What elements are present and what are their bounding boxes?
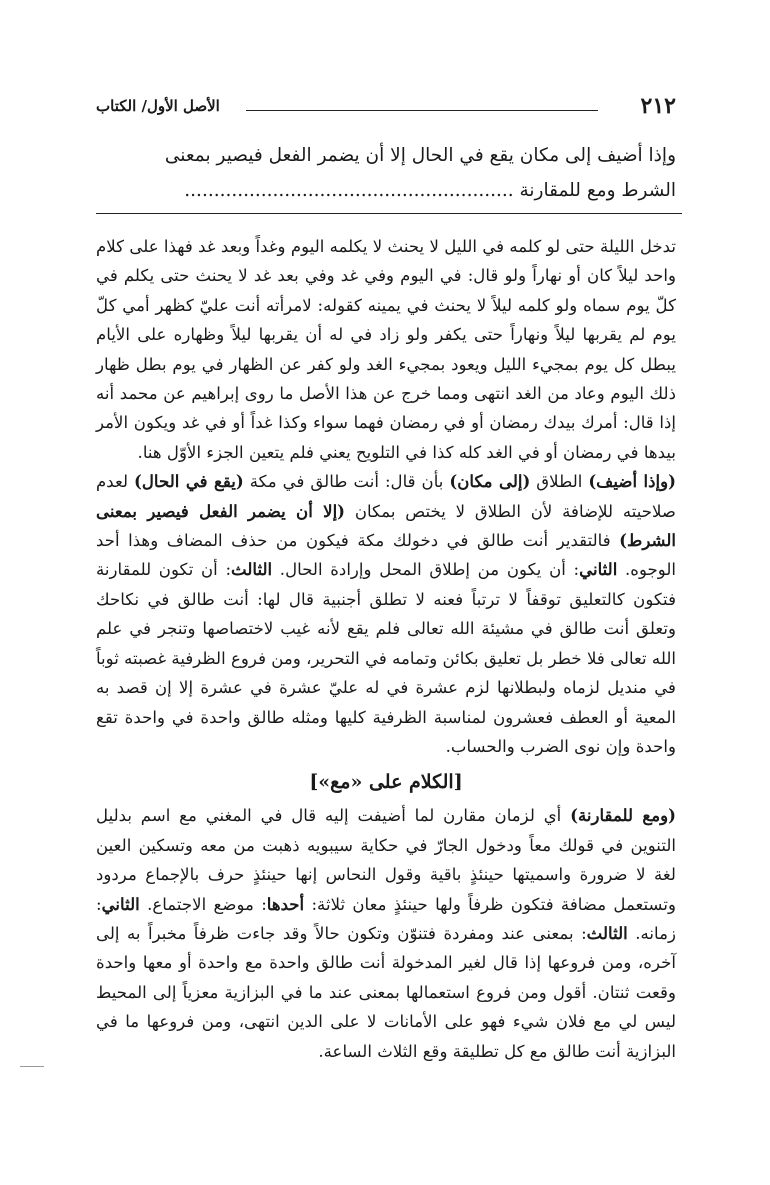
commentary-span: : زمانه.: [96, 894, 676, 943]
commentary-span: : موضع الاجتماع.: [139, 894, 267, 914]
commentary-paragraph-2: [96, 467, 676, 761]
enumeration-label: أحدها: [266, 893, 305, 914]
matn-line-1: وإذا أضيف إلى مكان يقع في الحال إلا أن يضمر الفعل فيصير بمعنى: [164, 145, 676, 166]
commentary-span: لعدم صلاحيته للإضافة لأن الطلاق لا يختص بمكان: [96, 472, 677, 521]
page-number: ٢١٢: [640, 93, 676, 119]
enumeration-label: الثاني: [579, 559, 618, 580]
commentary-span: أي لزمان مقارن لما أضيفت إليه قال في المغني مع اسم بدليل التنوين في قولك معاً ودخول الجارّ في حكاية سيبويه ذهبت من معه وتسكين العين لغة لا ضرورة واسميتها حينئذٍ باقية وقول النحاس إنها حينئذٍ حرف بالإجماع مردود وتستعمل مضافة فتكون ظرفاً ولها حينئذٍ معان ثلاثة:: [96, 806, 676, 914]
enumeration-label: الثالث: [586, 922, 628, 943]
header-rule: [246, 110, 598, 111]
matn-quote: (إلا أن يضمر الفعل فيصير بمعنى الشرط): [96, 500, 676, 551]
matn-quote: (وإذا أضيف): [588, 471, 677, 492]
commentary-span: الطلاق: [530, 472, 589, 492]
margin-mark: [20, 1066, 44, 1067]
page-header: [96, 92, 676, 120]
enumeration-label: الثاني: [101, 893, 140, 914]
matn-quote: (إلى مكان): [449, 471, 531, 492]
commentary-span: : أن يكون من إطلاق المحل وإرادة الحال.: [272, 560, 580, 580]
commentary-paragraph-3: [96, 801, 676, 1066]
commentary-paragraph-1: تدخل الليلة حتى لو كلمه في الليل لا يحنث لا يكلمه اليوم وغداً وبعد غد فهذا على كلام واحد ليلاً كان أو نهاراً ولو قال: في اليوم وفي غد وفي بعد غد لا يحنث حتى يكلم في كلّ يوم سماه ولو كلمه ليلاً لا يحنث في يمينه كقوله: لامرأته أنت عليّ كظهر أمي كلّ يوم لم يقربها ليلاً ونهاراً حتى يكفر ولو زاد في له أن يقربها ليلاً وظهاره على الأيام يبطل كل يوم بمجيء الليل ويعود بمجيء الغد ولو كفر عن الظهار في يوم بطل ظهار ذلك اليوم وعاد من الغد انتهى ومما خرج عن هذا الأصل ما روى إبراهيم عن محمد أنه إذا قال: أمرك بيدك رمضان أو في رمضان فهما سواء وكذا غداً أو في غد ويكون الأمر بيدها في رمضان أو في الغد كله كذا في التلويح يعني فلم يتعين الجزء الأوّل هنا.: [96, 237, 676, 462]
matn-quote: (يقع في الحال): [134, 471, 244, 492]
commentary-span: : بمعنى عند ومفردة فتنوّن وتكون حالاً وقد جاءت ظرفاً مخبراً به إلى آخره، ومن فروعها إذا قال لغير المدخولة أنت طالق واحدة مع واحدة أو معها واحدة وقعت ثنتان. أقول ومن فروع استعمالها بمعنى عند ما في البزازية معزياً إلى المحيط ليس لي مع فلان شيء فهو على الأمانات لا على الدين انتهى، ومن فروعها ما في البزازية أنت طالق مع كل تطليقة وقع الثلاث الساعة.: [96, 923, 676, 1061]
enumeration-label: الثالث: [231, 559, 273, 580]
matn-line-2: الشرط ومع للمقارنة ........................................................: [184, 180, 676, 201]
commentary-text: [96, 232, 676, 1066]
separator-rule: [96, 213, 682, 214]
commentary-span: فالتقدير أنت طالق في دخولك مكة فيكون من حذف المضاف وهذا أحد الوجوه.: [96, 531, 677, 580]
section-heading: [الكلام على «مع»]: [309, 771, 463, 794]
running-title: الأصل الأول/ الكتاب: [96, 97, 220, 115]
commentary-span: : أن تكون للمقارنة فتكون كالتعليق توقفاً لا ترتباً فعنه لا تطلق أجنبية قال لها: أنت طالق في نكاحك وتعلق أنت طالق في مشيئة الله تعالى فلم يقع لأنه غيب لاختصاصها وتنجر في علم الله تعالى فلا خطر بل تعليق بكائن وتمامه في التحرير، ومن فروع الظرفية غصبته ثوباً في منديل لزماه ولبطلانها لزم عشرة في له عليّ عشرة في عشرة إلا إن قصد به المعية أو العطف فعشرون لمناسبة الظرفية كليها ومثله طالق واحدة في واحدة تقع واحدة وإن نوى الضرب والحساب.: [96, 560, 676, 756]
matn-text: [96, 138, 676, 208]
commentary-span: بأن قال: أنت طالق في مكة: [243, 472, 450, 492]
matn-quote: (ومع للمقارنة): [570, 805, 677, 826]
